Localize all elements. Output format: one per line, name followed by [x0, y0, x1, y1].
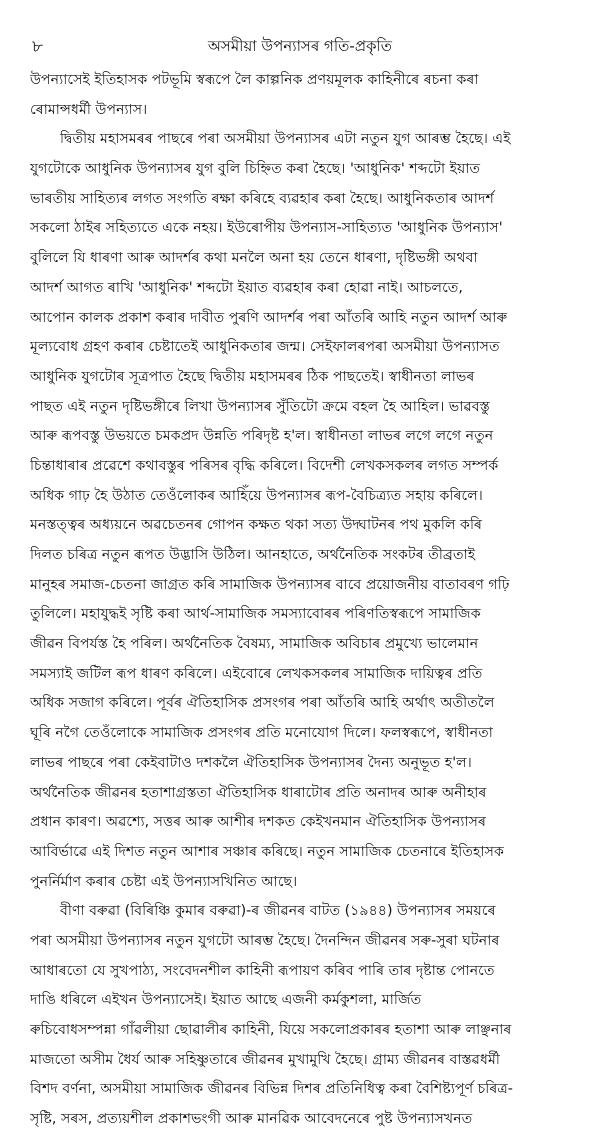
text-line: ঘূৰি নগৈ তেওঁলোকে সামাজিক প্ৰসংগৰ প্ৰতি মনোযোগ দিলে। ফলস্বৰূপে, স্বাধীনতা [30, 725, 493, 742]
body-text [30, 66, 572, 1135]
text-line: বিশদ বৰ্ণনা, অসমীয়া সামাজিক জীৱনৰ বিভিন্ন দিশৰ প্ৰতিনিধিত্ব কৰা বৈশিষ্ট্যপূৰ্ণ চৰিত্ৰ- [30, 1081, 513, 1098]
text-line: আবিৰ্ভাৱে এই দিশত নতুন আশাৰ সঞ্চাৰ কৰিছে। নতুন সামাজিক চেতনাৰে ইতিহাসক [30, 843, 504, 860]
text-line: মানুহৰ সমাজ-চেতনা জাগ্ৰত কৰি সামাজিক উপন্যাসৰ বাবে প্ৰয়োজনীয় বাতাবৰণ গঢ়ি [30, 576, 510, 593]
page-header [28, 34, 572, 56]
text-line: মনস্তত্ত্বৰ অধ্যয়নে অৱচেতনৰ গোপন কক্ষত থকা সত্য উদ্ঘাটনৰ পথ মুকলি কৰি [30, 517, 483, 534]
text-line: মাজতো অসীম ধৈৰ্য আৰু সহিষ্ণুতাৰে জীৱনৰ মুখামুখি হৈছে। গ্ৰাম্য জীৱনৰ বাস্তৱধৰ্মী [30, 1051, 500, 1068]
running-title: অসমীয়া উপন্যাসৰ গতি-প্ৰকৃতি [207, 37, 393, 55]
text-line: অধিক সজাগ কৰিলে। পূৰ্বৰ ঐতিহাসিক প্ৰসংগৰ পৰা আঁতৰি আহি অৰ্থাৎ অতীতলৈ [30, 695, 495, 712]
text-line: ভাৰতীয় সাহিত্যৰ লগত সংগতি ৰক্ষা কৰিহে ব্যৱহাৰ কৰা হৈছে। আধুনিকতাৰ আদৰ্শ [30, 190, 494, 207]
page-number: ৮ [32, 37, 44, 57]
text-line: তুলিলে। মহাযুদ্ধই সৃষ্টি কৰা আৰ্থ-সামাজিক সমস্যাবোৰৰ পৰিণতিস্বৰূপে সামাজিক [30, 606, 481, 623]
text-line: ৰুচিবোধসম্পন্না গাঁৱলীয়া ছোৱালীৰ কাহিনী, যিয়ে সকলোপ্ৰকাৰৰ হতাশা আৰু লাঞ্ছনাৰ [30, 1022, 512, 1038]
text-line: সকলো ঠাইৰ সহিত্যতে একে নহয়। ইউৰোপীয় উপন্যাস-সাহিত্যত 'আধুনিক উপন্যাস' [30, 220, 503, 237]
text-line: প্ৰধান কাৰণ। অৱশ্যে, সত্তৰ আৰু আশীৰ দশকত কেইখনমান ঐতিহাসিক উপন্যাসৰ [30, 814, 486, 831]
text-line: আধুনিক যুগটোৰ সূত্ৰপাত হৈছে দ্বিতীয় মহাসমৰৰ ঠিক পাছতেই। স্বাধীনতা লাভৰ [30, 368, 475, 385]
text-line: আপোন কালক প্ৰকাশ কৰাৰ দাবীত পুৰণি আদৰ্শৰ পৰা আঁতৰি আহি নতুন আদৰ্শ আৰু [30, 309, 508, 326]
text-line: পাছত এই নতুন দৃষ্টিভঙ্গীৰে লিখা উপন্যাসৰ সুঁতিটো ক্ৰমে বহল হৈ আহিল। ভাৱবস্তু [30, 398, 490, 415]
text-line: অধিক গাঢ় হৈ উঠাত তেওঁলোকৰ আহিঁয়ে উপন্যাসৰ ৰূপ-বৈচিত্ৰ্যত সহায় কৰিলে। [30, 487, 483, 504]
text-line: দিলত চৰিত্ৰ নতুন ৰূপত উদ্ভাসি উঠিল। আনহাতে, অৰ্থনৈতিক সংকটৰ তীব্ৰতাই [30, 547, 476, 563]
text-line: যুগটোকে আধুনিক উপন্যাসৰ যুগ বুলি চিহ্নিত কৰা হৈছে। 'আধুনিক' শব্দটো ইয়াত [30, 161, 481, 178]
text-line: অৰ্থনৈতিক জীৱনৰ হতাশাগ্ৰস্ততা ঐতিহাসিক ধাৰাটোৰ প্ৰতি অনাদৰ আৰু অনীহাৰ [30, 784, 487, 801]
text-line: সৃষ্টি, সৰস, প্ৰত্যয়শীল প্ৰকাশভংগী আৰু মানৱিক আবেদনেৰে পুষ্ট উপন্যাসখনত [30, 1111, 473, 1128]
text-line: আধাৰতো যে সুখপাঠ্য, সংবেদনশীল কাহিনী ৰূপায়ণ কৰিব পাৰি তাৰ দৃষ্টান্ত পোনতে [30, 962, 495, 979]
text-line: সমস্যাই জটিল ৰূপ ধাৰণ কৰিলে। এইবোৰে লেখকসকলৰ সামাজিক দায়িত্বৰ প্ৰতি [30, 665, 483, 682]
text-line: বীণা বৰুৱা (বিৰিঞ্চি কুমাৰ বৰুৱা)-ৰ জীৱনৰ বাটত (১৯৪৪) উপন্যাসৰ সময়ৰে [60, 903, 496, 920]
text-line: দ্বিতীয় মহাসমৰৰ পাছৰে পৰা অসমীয়া উপন্যাসৰ এটা নতুন যুগ আৰম্ভ হৈছে। এই [60, 131, 511, 148]
text-line: মূল্যবোধ গ্ৰহণ কৰাৰ চেষ্টাতেই আধুনিকতাৰ জন্ম। সেইফালৰপৰা অসমীয়া উপন্যাসত [30, 339, 500, 356]
text-line: পুনৰ্নিৰ্মাণ কৰাৰ চেষ্টা এই উপন্যাসখিনিত আছে। [30, 873, 298, 890]
text-line: জীৱন বিপৰ্যস্ত হৈ পৰিল। অৰ্থনৈতিক বৈষম্য, সামাজিক অবিচাৰ প্ৰমুখ্যে ভালেমান [30, 636, 479, 653]
text-line: আদৰ্শ আগত ৰাখি 'আধুনিক' শব্দটো ইয়াত ব্যৱহাৰ কৰা হোৱা নাই। আচলতে, [30, 279, 463, 296]
text-line: উপন্যাসেই ইতিহাসক পটভূমি স্বৰূপে লৈ কাল্পনিক প্ৰণয়মূলক কাহিনীৰে ৰচনা কৰা [30, 72, 479, 88]
text-line: দাঙি ধৰিলে এইখন উপন্যাসেই। ইয়াত আছে এজনী কৰ্মকুশলা, মাৰ্জিত [30, 992, 422, 1009]
text-line: ৰোমান্সধৰ্মী উপন্যাস। [30, 101, 148, 118]
text-line: লাভৰ পাছৰে পৰা কেইবাটাও দশকলৈ ঐতিহাসিক উপন্যাসৰ দৈন্য অনুভূত হ'ল। [30, 754, 472, 771]
text-line: বুলিলে যি ধাৰণা আৰু আদৰ্শৰ কথা মনলৈ অনা হয় তেনে ধাৰণা, দৃষ্টিভঙ্গী অথবা [30, 250, 478, 267]
text-line: পৰা অসমীয়া উপন্যাসৰ নতুন যুগটো আৰম্ভ হৈছে। দৈনন্দিন জীৱনৰ সৰু-সুৰা ঘটনাৰ [30, 932, 500, 949]
text-line: চিন্তাধাৰাৰ প্ৰৱেশে কথাবস্তুৰ পৰিসৰ বৃদ্ধি কৰিলে। বিদেশী লেখকসকলৰ লগত সম্পৰ্ক [30, 457, 499, 474]
text-line: আৰু ৰূপবস্তু উভয়তে চমকপ্ৰদ উন্নতি পৰিদৃষ্ট হ'ল। স্বাধীনতা লাভৰ লগে লগে নতুন [30, 428, 494, 445]
